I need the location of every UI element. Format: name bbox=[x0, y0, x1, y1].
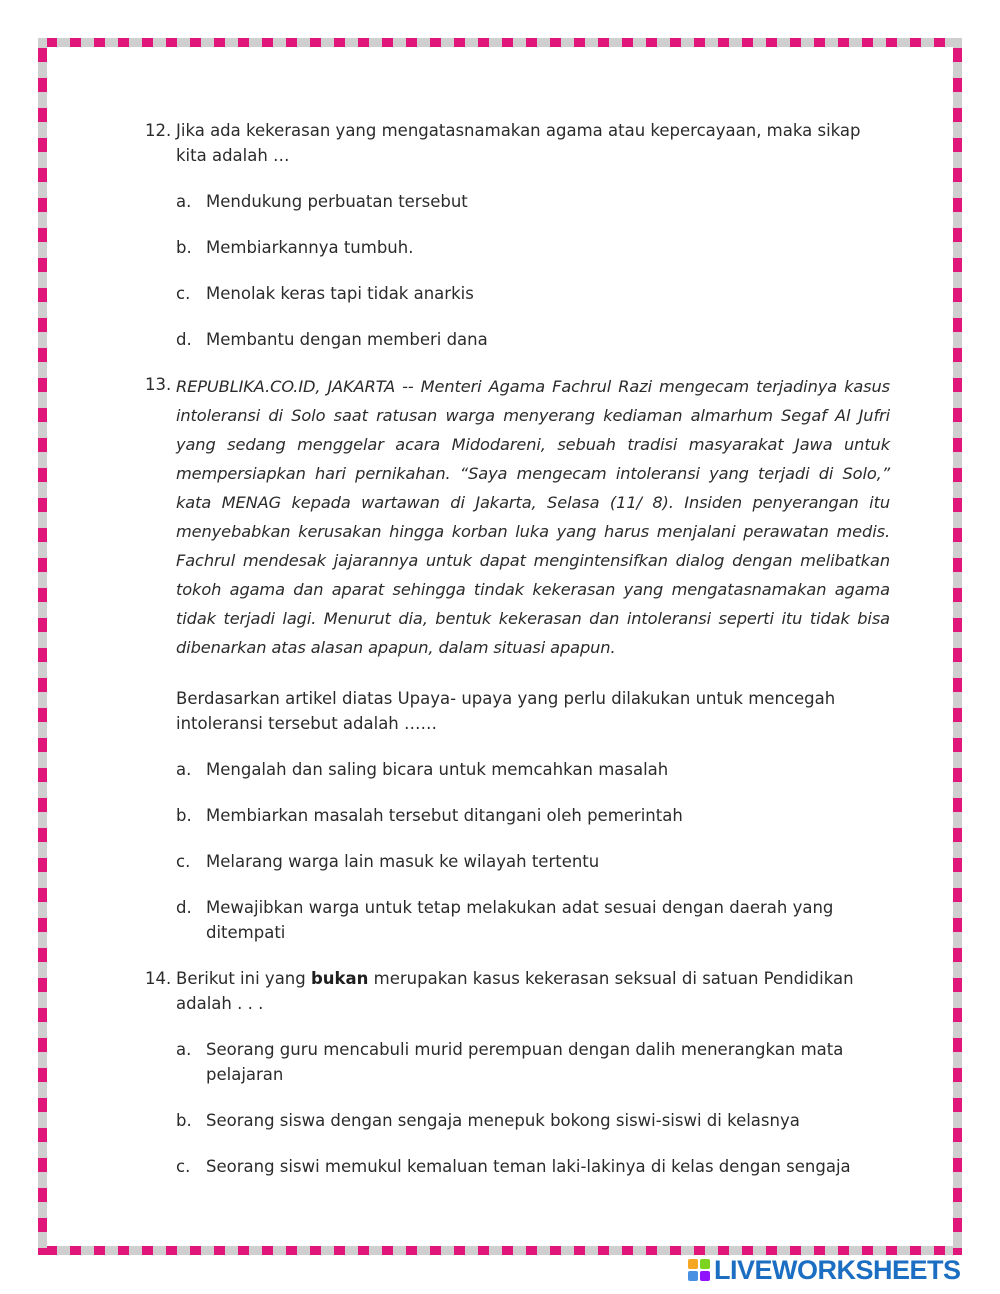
option-letter: a. bbox=[176, 760, 192, 779]
option-b[interactable] bbox=[176, 803, 890, 828]
option-c[interactable] bbox=[176, 281, 890, 306]
logo-square-2 bbox=[700, 1259, 710, 1269]
logo-square-4 bbox=[700, 1271, 710, 1281]
worksheet-content bbox=[145, 118, 890, 1179]
option-letter: a. bbox=[176, 192, 192, 211]
option-a[interactable] bbox=[176, 757, 890, 782]
logo-square-3 bbox=[688, 1271, 698, 1281]
option-text: Melarang warga lain masuk ke wilayah tertentu bbox=[206, 852, 600, 871]
option-letter: d. bbox=[176, 330, 192, 349]
liveworksheets-logo-icon bbox=[688, 1259, 710, 1281]
option-a[interactable] bbox=[176, 189, 890, 214]
option-letter: d. bbox=[176, 898, 192, 917]
question-14 bbox=[145, 966, 890, 1179]
question-text-end: merupakan kasus kekerasan seksual di satuan Pendidikan adalah . . . bbox=[176, 969, 854, 1013]
option-text: Membiarkan masalah tersebut ditangani oleh pemerintah bbox=[206, 806, 683, 825]
options-list bbox=[145, 757, 890, 945]
option-letter: b. bbox=[176, 238, 192, 257]
options-list bbox=[145, 189, 890, 352]
page-border-left bbox=[38, 38, 47, 1255]
emphasis-word: bukan bbox=[310, 969, 369, 988]
page-border-top bbox=[38, 38, 962, 47]
question-number: 13. bbox=[145, 375, 172, 394]
option-c[interactable] bbox=[176, 849, 890, 874]
question-text: Jika ada kekerasan yang mengatasnamakan agama atau kepercayaan, maka sikap kita adalah … bbox=[176, 121, 861, 165]
option-text: Mewajibkan warga untuk tetap melakukan adat sesuai dengan daerah yang ditempati bbox=[206, 898, 834, 942]
question-text bbox=[176, 966, 890, 1016]
page-border-right bbox=[953, 38, 962, 1255]
option-letter: c. bbox=[176, 284, 191, 303]
question-number: 14. bbox=[145, 969, 172, 988]
option-letter: c. bbox=[176, 852, 191, 871]
option-text: Seorang guru mencabuli murid perempuan dengan dalih menerangkan mata pelajaran bbox=[206, 1040, 844, 1084]
option-letter: b. bbox=[176, 806, 192, 825]
option-text: Membantu dengan memberi dana bbox=[206, 330, 488, 349]
question-number: 12. bbox=[145, 121, 172, 140]
options-list bbox=[145, 1037, 890, 1179]
option-b[interactable] bbox=[176, 235, 890, 260]
option-text: Seorang siswi memukul kemaluan teman laki-lakinya di kelas dengan sengaja bbox=[206, 1157, 851, 1176]
option-text: Seorang siswa dengan sengaja menepuk bokong siswi-siswi di kelasnya bbox=[206, 1111, 800, 1130]
option-text: Membiarkannya tumbuh. bbox=[206, 238, 414, 257]
question-12 bbox=[145, 118, 890, 352]
option-text: Mengalah dan saling bicara untuk memcahkan masalah bbox=[206, 760, 669, 779]
option-text: Menolak keras tapi tidak anarkis bbox=[206, 284, 474, 303]
question-prompt: Berdasarkan artikel diatas Upaya- upaya yang perlu dilakukan untuk mencegah intoleransi tersebut adalah …… bbox=[176, 689, 836, 733]
logo-text: LIVEWORKSHEETS bbox=[714, 1254, 961, 1285]
option-letter: b. bbox=[176, 1111, 192, 1130]
option-text: Mendukung perbuatan tersebut bbox=[206, 192, 468, 211]
question-text-start: Berikut ini yang bbox=[176, 969, 311, 988]
question-13 bbox=[145, 372, 890, 945]
option-d[interactable] bbox=[176, 327, 890, 352]
option-b[interactable] bbox=[176, 1108, 890, 1133]
logo-square-1 bbox=[688, 1259, 698, 1269]
option-letter: c. bbox=[176, 1157, 191, 1176]
article-text: REPUBLIKA.CO.ID, JAKARTA -- Menteri Agama Fachrul Razi mengecam terjadinya kasus intoleransi di Solo saat ratusan warga menyerang kediaman almarhum Segaf Al Jufri yang sedang menggelar acara Midodareni, sebuah tradisi masyarakat Jawa untuk mempersiapkan hari pernikahan. “Saya mengecam intoleransi yang terjadi di Solo,” kata MENAG kepada wartawan di Jakarta, Selasa (11/ 8). Insiden penyerangan itu menyebabkan kerusakan hingga korban luka yang harus menjalani perawatan medis. Fachrul mendesak jajarannya untuk dapat mengintensifkan dialog dengan melibatkan tokoh agama dan aparat sehingga tindak kekerasan yang mengatasnamakan agama tidak terjadi lagi. Menurut dia, bentuk kekerasan dan intoleransi seperti itu tidak bisa dibenarkan atas alasan apapun, dalam situasi apapun. bbox=[176, 377, 890, 657]
option-a[interactable] bbox=[176, 1037, 890, 1087]
option-d[interactable] bbox=[176, 895, 890, 945]
liveworksheets-logo[interactable] bbox=[688, 1254, 961, 1286]
option-c[interactable] bbox=[176, 1154, 890, 1179]
option-letter: a. bbox=[176, 1040, 192, 1059]
